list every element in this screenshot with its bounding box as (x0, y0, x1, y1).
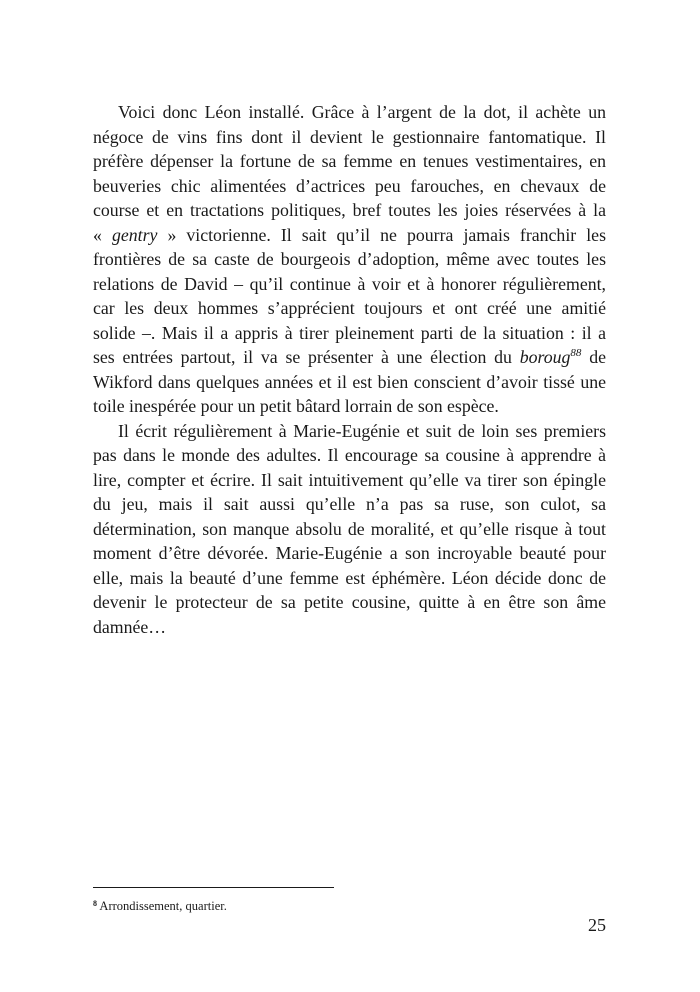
italic-term: boroug (519, 347, 571, 367)
footnote-reference[interactable]: 88 (570, 347, 582, 359)
text-line: frontières de sa caste de bourgeois d’adoption, même avec toutes les (93, 249, 606, 269)
text-fragment: ses entrées partout, il va se présenter à une élection du (93, 347, 520, 367)
text-line: beuveries chic alimentées d’actrices peu farouches, en chevaux de (93, 175, 606, 196)
footnote-marker: 8 (93, 899, 97, 908)
text-line: relations de David – qu’il continue à voir et à honorer régulièrement, (93, 273, 606, 294)
text-line: course et en tractations politiques, bref toutes les joies réservées à la (93, 200, 606, 220)
text-line: moment d’être dévorée. Marie-Eugénie a son incroyable beauté pour (93, 543, 606, 563)
text-line: toile inespérée pour un petit bâtard lorrain de son espèce. (93, 396, 499, 416)
text-line: lire, compter et écrire. Il sait intuitivement qu’elle va tirer son épingle (93, 469, 606, 490)
text-line: elle, mais la beauté d’une femme est éphémère. Léon décide donc de (93, 567, 606, 588)
text-line: négoce de vins fins dont il devient le gestionnaire fantomatique. Il (93, 126, 606, 147)
footnote (93, 898, 227, 914)
text-line: solide –. Mais il a appris à tirer pleinement parti de la situation : il a (93, 322, 606, 343)
footnote-text: Arrondissement, quartier. (97, 899, 227, 913)
paragraph-1 (93, 100, 606, 419)
text-line: du jeu, mais il sait aussi qu’elle n’a pas sa ruse, son culot, sa (93, 494, 606, 514)
text-line: damnée… (93, 616, 167, 637)
text-fragment: « (93, 224, 112, 245)
text-line: car les deux hommes s’apprécient toujours et ont créé une amitié (93, 298, 606, 318)
text-line: pas dans le monde des adultes. Il encourage sa cousine à apprendre à (93, 445, 606, 465)
text-fragment: » victorienne. Il sait qu’il ne pourra jamais franchir les (157, 224, 606, 245)
text-fragment: de (581, 347, 606, 367)
italic-term: gentry (111, 224, 158, 245)
text-line: préfère dépenser la fortune de sa femme en tenues vestimentaires, en (93, 151, 606, 171)
body-text (93, 100, 606, 639)
text-line: Wikford dans quelques années et il est bien conscient d’avoir tissé une (93, 371, 606, 392)
text-line: devenir le protecteur de sa petite cousine, quitte à en être son âme (93, 592, 606, 612)
page-number: 25 (588, 915, 606, 935)
text-line (93, 345, 606, 370)
paragraph-2 (93, 419, 606, 640)
text-line: détermination, son manque absolu de moralité, et qu’elle risque à tout (93, 518, 606, 539)
text-line (93, 223, 606, 248)
text-line: Voici donc Léon installé. Grâce à l’argent de la dot, il achète un (118, 102, 606, 122)
text-line: Il écrit régulièrement à Marie-Eugénie et suit de loin ses premiers (118, 420, 606, 441)
footnote-separator (93, 887, 334, 888)
